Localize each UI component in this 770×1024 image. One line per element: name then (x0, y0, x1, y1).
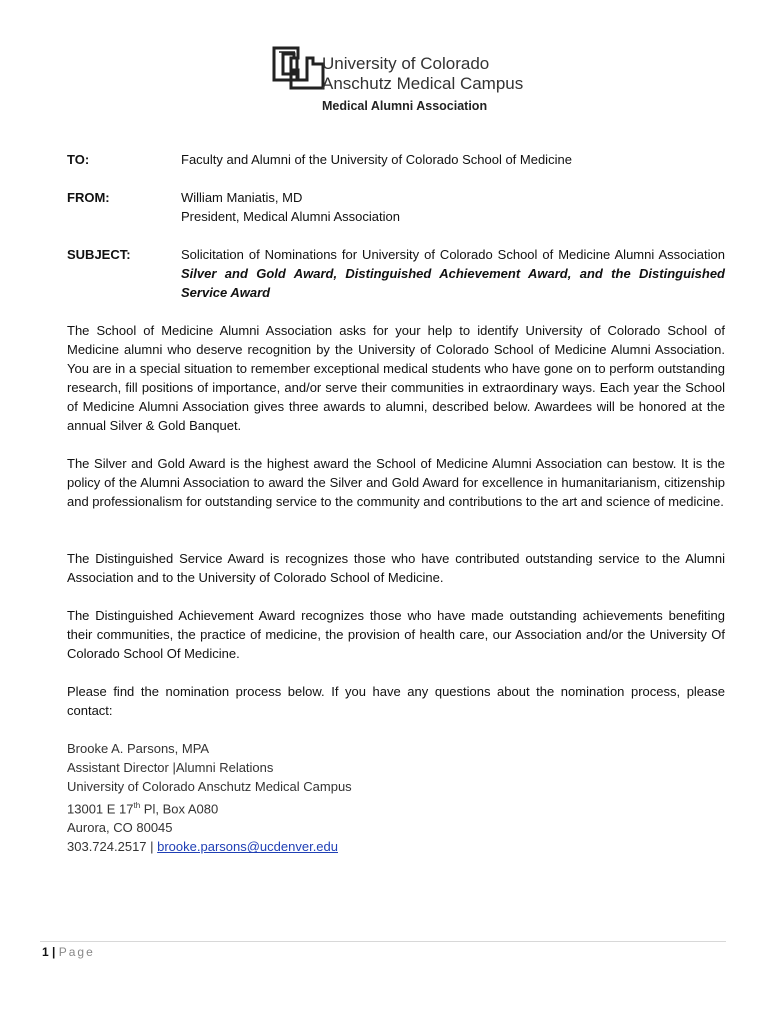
page-number: 1 (42, 945, 49, 959)
cu-logo-icon (271, 44, 327, 94)
contact-title: Assistant Director |Alumni Relations (67, 760, 274, 775)
contact-block (67, 739, 352, 856)
service-award-paragraph: The Distinguished Service Award is recognizes those who have contributed outstanding service to the Alumni Association and to the University of Colorado School of Medicine. (67, 551, 725, 585)
contact-address: 13001 E 17th Pl, Box A080 (67, 801, 219, 817)
subject-text: Solicitation of Nominations for University of Colorado School of Medicine Alumni Association (181, 247, 725, 262)
subject-awards: Silver and Gold Award, Distinguished Achievement Award, and the Distinguished Service Award (181, 266, 725, 300)
from-label: FROM: (67, 190, 110, 205)
silver-gold-paragraph: The Silver and Gold Award is the highest award the School of Medicine Alumni Association can bestow. It is the policy of the Alumni Association to award the Silver and Gold Award for excellence in humanitarianism, citizenship and professionalism for outstanding service to the community and contributions to the art and science of medicine. (67, 456, 725, 509)
contact-org: University of Colorado Anschutz Medical Campus (67, 779, 352, 794)
intro-paragraph: The School of Medicine Alumni Association asks for your help to identify University of Colorado School of Medicine alumni who deserve recognition by the University of Colorado School of Medicine Alumni Association. You are in a special situation to remember exceptional medical students who have gone on to perform outstanding research, fill positions of importance, and/or serve their communities in extraordinary ways. Each year the School of Medicine Alumni Association gives three awards to alumni, described below. Awardees will be honored at the annual Silver & Gold Banquet. (67, 323, 725, 433)
to-value: Faculty and Alumni of the University of Colorado School of Medicine (181, 152, 572, 167)
contact-intro-paragraph: Please find the nomination process below. If you have any questions about the nomination process, please contact: (67, 684, 725, 718)
to-label: TO: (67, 152, 90, 167)
contact-phone: 303.724.2517 | (67, 839, 158, 855)
achievement-award-paragraph: The Distinguished Achievement Award recognizes those who have made outstanding achievements benefiting their communities, the practice of medicine, the provision of health care, our Association and/or the University Of Colorado School Of Medicine. (67, 608, 725, 661)
footer-separator: | (52, 945, 56, 959)
footer-divider (40, 941, 726, 942)
email-link[interactable]: brooke.parsons@ucdenver.edu (157, 839, 338, 855)
org-name-line2: Anschutz Medical Campus (322, 74, 524, 93)
from-title: President, Medical Alumni Association (181, 209, 400, 224)
contact-phone-email (67, 837, 352, 856)
from-value (181, 188, 725, 226)
page-footer (42, 945, 95, 959)
association-name: Medical Alumni Association (322, 99, 488, 113)
from-name: William Maniatis, MD (181, 190, 303, 205)
contact-city: Aurora, CO 80045 (67, 820, 173, 836)
contact-name: Brooke A. Parsons, MPA (67, 741, 210, 756)
subject-value (181, 245, 725, 302)
page-word: Page (58, 945, 95, 959)
subject-label: SUBJECT: (67, 247, 131, 262)
org-name-line1: University of Colorado (322, 54, 490, 73)
